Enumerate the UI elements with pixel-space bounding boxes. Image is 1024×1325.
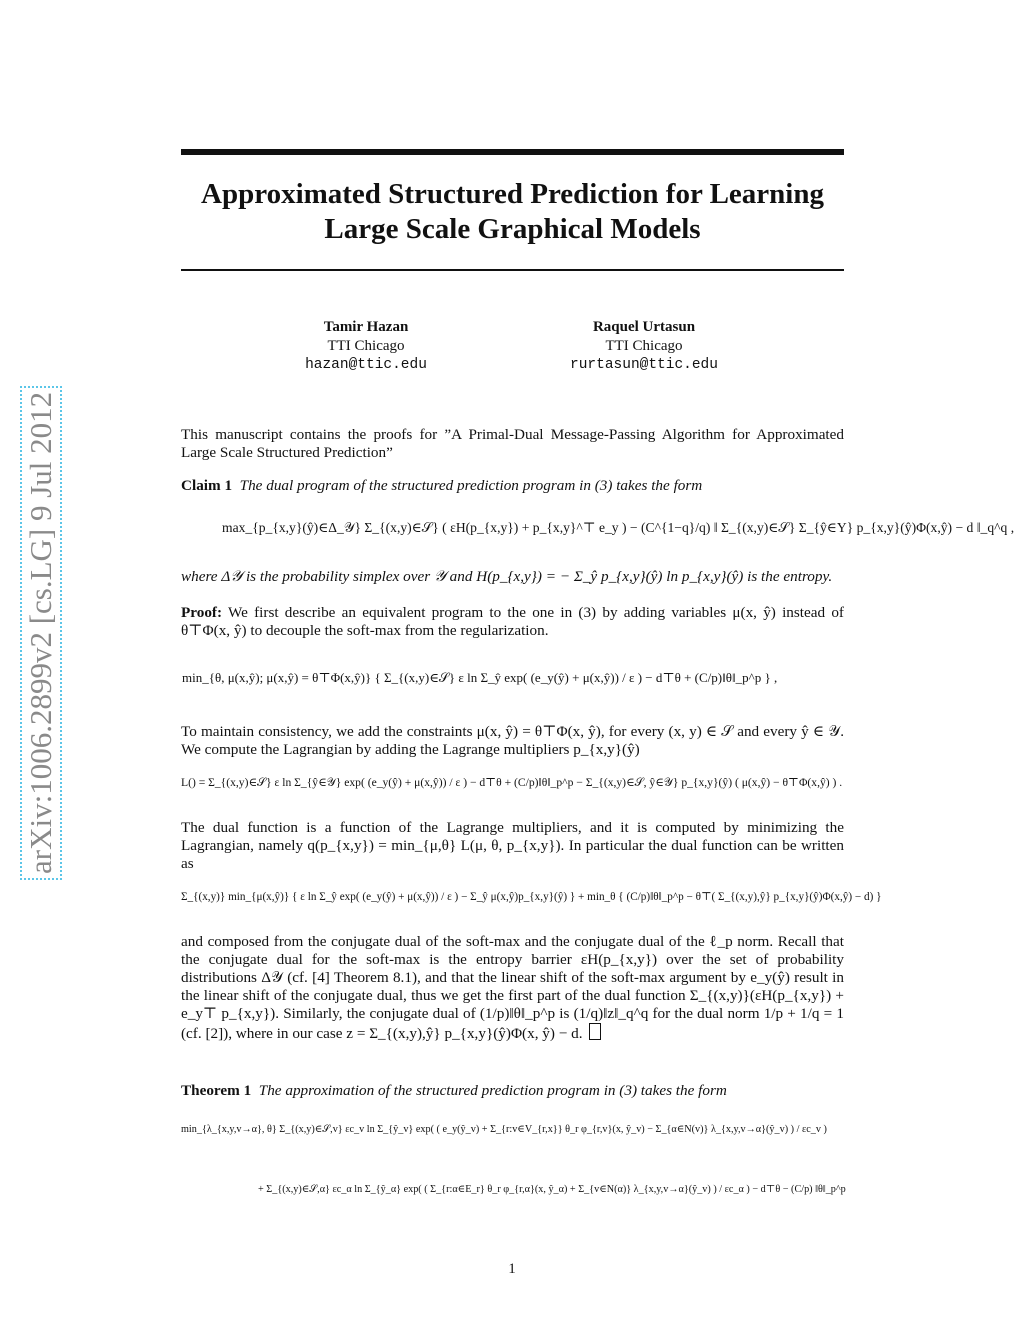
- theorem-equation-line-2: + Σ_{(x,y)∈𝒮,α} εc_α ln Σ_{ŷ_α} exp( ( Σ_{r:α∈E_r} θ_r φ_{r,α}(x, ŷ_α) + Σ_{v∈N(α)} λ_{x,y,v→α}(ŷ_v) ) / εc_α ) − d⊤θ − (C/p) ‖θ‖_p^p: [258, 1184, 846, 1195]
- claim-statement: [181, 477, 844, 495]
- author-block-1: [236, 318, 496, 375]
- author-block-2: [514, 318, 774, 375]
- page-number: 1: [508, 1261, 516, 1277]
- proof-text-4: and composed from the conjugate dual of the soft-max and the conjugate dual of the ℓ_p norm. Recall that the conjugate dual for the soft-max is the entropy barrier εH(p_{x,y}) over the set of probability distributions Δ𝒴 (cf. [4] Theorem 8.1), and that the linear shift of the soft-max argument by e_y(ŷ) result in the linear shift of the conjugate dual, thus we get the first part of the dual function Σ_{(x,y)}(εH(p_{x,y}) + e_y⊤ p_{x,y}). Similarly, the conjugate dual of (1/p)‖θ‖_p^p is (1/q)‖z‖_q^q for the dual norm 1/p + 1/q = 1 (cf. [2]), where in our case z = Σ_{(x,y),ŷ} p_{x,y}(ŷ)Φ(x, ŷ) − d.: [181, 933, 844, 1042]
- proof-equation-2: L() = Σ_{(x,y)∈𝒮} ε ln Σ_{ŷ∈𝒴} exp( (e_y(ŷ) + μ(x,ŷ)) / ε ) − d⊤θ + (C/p)‖θ‖_p^p − Σ_{(x,y)∈𝒮, ŷ∈𝒴} p_{x,y}(ŷ) ( μ(x,ŷ) − θ⊤Φ(x,ŷ) ) .: [181, 776, 843, 789]
- theorem-label: Theorem 1: [181, 1082, 252, 1099]
- arxiv-stamp: arXiv:1006.2899v2 [cs.LG] 9 Jul 2012: [20, 386, 62, 880]
- proof-text-1: We first describe an equivalent program to the one in (3) by adding variables μ(x, ŷ) instead of θ⊤Φ(x, ŷ) to decouple the soft-max from the regularization.: [181, 604, 844, 639]
- claim-equation: max_{p_{x,y}(ŷ)∈Δ_𝒴} Σ_{(x,y)∈𝒮} ( εH(p_{x,y}) + p_{x,y}^⊤ e_y ) − (C^{1−q}/q) ‖ Σ_{(x,y)∈𝒮} Σ_{ŷ∈Y} p_{x,y}(ŷ)Φ(x,ŷ) − d ‖_q^q ,: [222, 520, 1015, 535]
- proof-paragraph-1: [181, 604, 844, 640]
- paper-title: Approximated Structured Prediction for Learning Large Scale Graphical Models: [201, 178, 824, 245]
- author-email: rurtasun@ttic.edu: [570, 357, 718, 373]
- proof-label: Proof:: [181, 604, 223, 621]
- claim-label: Claim 1: [181, 477, 233, 494]
- theorem-equation-line-1: min_{λ_{x,y,v→α}, θ} Σ_{(x,y)∈𝒮,v} εc_v ln Σ_{ŷ_v} exp( ( e_y(ŷ_v) + Σ_{r:v∈V_{r,x}} θ_r φ_{r,v}(x, ŷ_v) − Σ_{α∈N(v)} λ_{x,y,v→α}(ŷ_v) ) / εc_v ): [181, 1124, 827, 1135]
- claim-text: The dual program of the structured prediction program in (3) takes the form: [239, 477, 703, 494]
- proof-equation-1: min_{θ, μ(x,ŷ); μ(x,ŷ) = θ⊤Φ(x,ŷ)} { Σ_{(x,y)∈𝒮} ε ln Σ_ŷ exp( (e_y(ŷ) + μ(x,ŷ)) / ε ) − d⊤θ + (C/p)‖θ‖_p^p } ,: [182, 670, 778, 685]
- proof-equation-3: Σ_{(x,y)} min_{μ(x,ŷ)} { ε ln Σ_ŷ exp( (e_y(ŷ) + μ(x,ŷ)) / ε ) − Σ_ŷ μ(x,ŷ)p_{x,y}(ŷ) } + min_θ { (C/p)‖θ‖_p^p − θ⊤( Σ_{(x,y),ŷ} p_{x,y}(ŷ)Φ(x,ŷ) − d) }: [181, 891, 882, 903]
- qed-symbol: [589, 1023, 601, 1040]
- proof-paragraph-2: To maintain consistency, we add the constraints μ(x, ŷ) = θ⊤Φ(x, ŷ), for every (x, y) ∈ 𝒮 and every ŷ ∈ 𝒴. We compute the Lagrangian by adding the Lagrange multipliers p_{x,y}(ŷ): [181, 723, 844, 758]
- claim-where: where Δ𝒴 is the probability simplex over 𝒴 and H(p_{x,y}) = − Σ_ŷ p_{x,y}(ŷ) ln p_{x,y}(ŷ) is the entropy.: [181, 568, 833, 585]
- theorem-statement: [181, 1082, 844, 1100]
- proof-paragraph-4: [181, 933, 844, 1043]
- theorem-text: The approximation of the structured prediction program in (3) takes the form: [258, 1082, 727, 1099]
- title-bottom-rule: [181, 269, 844, 271]
- top-rule: [181, 149, 844, 155]
- author-affiliation: TTI Chicago: [327, 338, 405, 354]
- author-email: hazan@ttic.edu: [305, 357, 427, 373]
- proof-paragraph-3: The dual function is a function of the Lagrange multipliers, and it is computed by minimizing the Lagrangian, namely q(p_{x,y}) = min_{μ,θ} L(μ, θ, p_{x,y}). In particular the dual function can be written as: [181, 819, 844, 872]
- author-name: Tamir Hazan: [323, 319, 409, 335]
- author-name: Raquel Urtasun: [592, 319, 696, 335]
- intro-paragraph: This manuscript contains the proofs for ”A Primal-Dual Message-Passing Algorithm for Approximated Large Scale Structured Prediction”: [181, 426, 844, 461]
- author-affiliation: TTI Chicago: [605, 338, 683, 354]
